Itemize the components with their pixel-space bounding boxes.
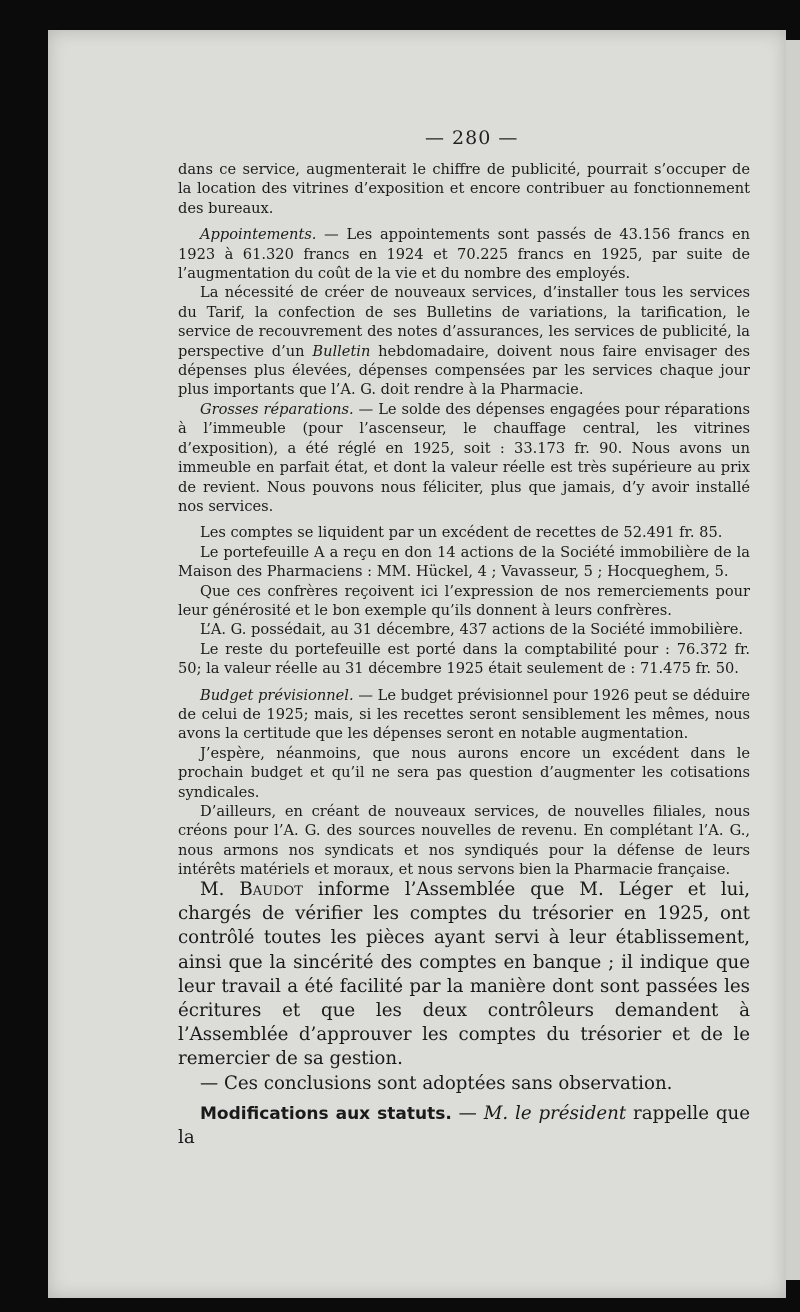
- section-label: Budget prévisionnel.: [200, 686, 354, 704]
- baudot-paragraph: M. Baudot informe l’Assemblée que M. Léger et lui, chargés de vérifier les comptes du trésorier en 1925, ont contrôlé toutes les pièces ayant servi à leur établissement, ainsi que la sincérité des comptes en banque ; il indique que leur travail a été facilité par la manière dont sont passées les écritures et que les deux contrôleurs demandent à l’Assemblée d’approuver les comptes du trésorier et de le remercier de sa gestion.: [178, 879, 750, 1070]
- body-text: [178, 160, 750, 880]
- paragraph-9: Le reste du portefeuille est porté dans la comptabilité pour : 76.372 fr. 50; la valeur réelle au 31 décembre 1925 était seulement de : 71.475 fr. 50.: [178, 640, 750, 678]
- paragraph-11: J’espère, néanmoins, que nous aurons encore un excédent dans le prochain budget et qu’il ne sera pas question d’augmenter les cotisations syndicales.: [178, 744, 750, 801]
- paragraph-6: Le portefeuille A a reçu en don 14 actions de la Société immobilière de la Maison des Pharmaciens : MM. Hückel, 4 ; Vavasseur, 5 ; Hocqueghem, 5.: [178, 543, 750, 581]
- section-label: Appointements.: [200, 226, 317, 244]
- paragraph-grosses-reparations: Grosses réparations. — Le solde des dépenses engagées pour réparations à l’immeuble (pour l’ascenseur, le chauffage central, les vitrines d’exposition), a été réglé en 1925, soit : 33.173 fr. 90. Nous avons un immeuble en parfait état, et dont la valeur réelle est très supérieure au prix de revient. Nous pouvons nous féliciter, plus que jamais, d’y avoir installé nos services.: [178, 400, 750, 515]
- paragraph-appointements: Appointements. — Les appointements sont passés de 43.156 francs en 1923 à 61.320 francs en 1924 et 70.225 francs en 1925, par suite de l’augmentation du coût de la vie et du nombre des employés.: [178, 226, 750, 283]
- paragraph-8: L’A. G. possédait, au 31 décembre, 437 actions de la Société immobilière.: [200, 621, 744, 639]
- conclusion-paragraph: — Ces conclusions sont adoptées sans observation.: [200, 1072, 673, 1094]
- paragraph-5: Les comptes se liquident par un excédent de recettes de 52.491 fr. 85.: [200, 524, 723, 542]
- paragraph-7: Que ces confrères reçoivent ici l’expression de nos remerciements pour leur générosité et le bon exemple qu’ils donnent à leurs confrères.: [178, 582, 750, 619]
- section-heading: Modifications aux statuts.: [200, 1103, 452, 1124]
- paragraph-3: La nécessité de créer de nouveaux services, d’installer tous les services du Tarif, la confection de ses Bulletins de variations, la tarification, le service de recouvrement des notes d’assurances, les services de publicité, la perspective d’un Bulletin hebdomadaire, doivent nous faire envisager des dépenses plus élevées, dépenses compensées par les services chaque jour plus importants que l’A. G. doit rendre à la Pharmacie.: [178, 284, 750, 399]
- section-label: Grosses réparations.: [200, 400, 354, 418]
- paragraph-1: dans ce service, augmenterait le chiffre de publicité, pourrait s’occuper de la location des vitrines d’exposition et encore contribuer au fonctionnement des bureaux.: [178, 161, 750, 217]
- bulletin-italic: Bulletin: [312, 342, 371, 360]
- paragraph-budget: Budget prévisionnel. — Le budget prévisionnel pour 1926 peut se déduire de celui de 1925; mais, si les recettes seront sensiblement les mêmes, nous avons la certitude que les dépenses seront en notable augmentation.: [178, 686, 751, 743]
- page-number: — 280 —: [425, 127, 519, 149]
- minutes-text: [178, 878, 750, 1150]
- statutes-paragraph: Modifications aux statuts. — M. le président rappelle que la: [178, 1102, 750, 1149]
- president-label: M. le président: [483, 1102, 627, 1124]
- paragraph-12: D’ailleurs, en créant de nouveaux services, de nouvelles filiales, nous créons pour l’A. G. des sources nouvelles de revenu. En complétant l’A. G., nous armons nos syndicats et nos syndiqués pour la défense de leurs intérêts matériels et moraux, et nous servons bien la Pharmacie française.: [178, 803, 750, 879]
- speaker-name: Baudot: [239, 879, 303, 900]
